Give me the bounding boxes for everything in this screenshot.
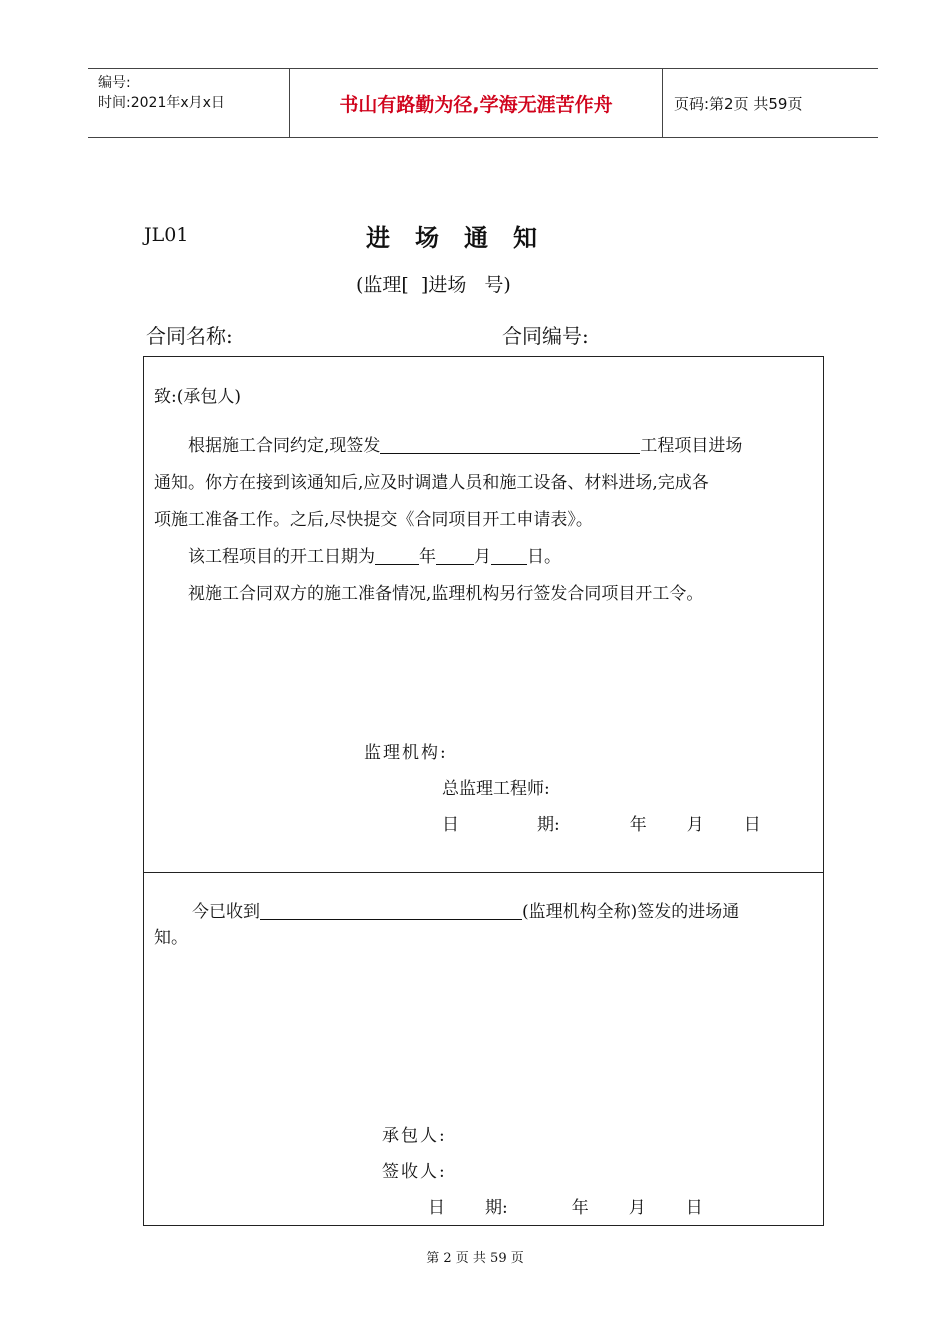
day-label: 日。 (527, 547, 561, 567)
form-title: 进场通知 (366, 224, 562, 252)
receipt-date-row (428, 1190, 703, 1227)
month-label: 月 (474, 547, 491, 567)
year-label: 年 (419, 547, 436, 567)
date-year: 年 (629, 815, 647, 835)
form-code: JL01 (144, 224, 189, 246)
notice-text: 根据施工合同约定,现签发 (188, 436, 381, 456)
date-month: 月 (686, 815, 704, 835)
receipt-line-2: 知。 (154, 928, 188, 948)
date-label-day: 日 (428, 1198, 445, 1218)
project-name-blank[interactable] (380, 431, 640, 454)
date-day: 日 (685, 1198, 703, 1218)
receipt-text: 今已收到 (192, 902, 260, 922)
contractor-label: 承包人: (382, 1126, 447, 1146)
start-date-line (188, 539, 561, 576)
form-subtitle: (监理[ ]进场 号) (356, 274, 511, 296)
header-meta (98, 73, 225, 113)
date-month: 月 (628, 1198, 646, 1218)
receipt-text: (监理机构全称)签发的进场通 (522, 902, 740, 922)
slogan: 书山有路勤为径,学海无涯苦作舟 (339, 93, 613, 116)
date-label-period: 期: (485, 1198, 508, 1218)
date-label-period: 期: (537, 815, 560, 835)
receipt-line-1 (192, 894, 739, 931)
notice-paragraph-line-2: 通知。你方在接到该通知后,应及时调遣人员和施工设备、材料进场,完成各 (154, 473, 709, 493)
year-blank[interactable] (375, 542, 419, 565)
page-footer: 第 2 页 共 59 页 (426, 1251, 524, 1266)
to-line: 致:(承包人) (154, 387, 241, 407)
notice-paragraph-line-1 (188, 428, 742, 465)
date-year: 年 (571, 1198, 589, 1218)
date-prefix: 该工程项目的开工日期为 (188, 547, 375, 567)
page-info: 页码:第2页 共59页 (674, 95, 803, 113)
signer-label: 签收人: (382, 1162, 447, 1182)
day-blank[interactable] (491, 542, 527, 565)
form-box (143, 356, 824, 1226)
number-label: 编号: (98, 75, 131, 91)
date-label-day: 日 (442, 815, 459, 835)
notice-paragraph-3: 视施工合同双方的施工准备情况,监理机构另行签发合同项目开工令。 (188, 584, 704, 604)
notice-text: 工程项目进场 (640, 436, 743, 456)
chief-engineer-label: 总监理工程师: (442, 779, 550, 799)
month-blank[interactable] (436, 542, 474, 565)
contract-number-label: 合同编号: (502, 324, 589, 348)
header-divider (662, 69, 663, 137)
agency-fullname-blank[interactable] (260, 897, 522, 920)
page-header (88, 68, 878, 138)
notice-date-row (442, 807, 761, 844)
notice-paragraph-line-3: 项施工准备工作。之后,尽快提交《合同项目开工申请表》。 (154, 510, 593, 530)
section-divider (144, 872, 823, 873)
contract-name-label: 合同名称: (146, 324, 233, 348)
date-day: 日 (743, 815, 761, 835)
agency-label: 监理机构: (364, 743, 448, 763)
time-label: 时间:2021年x月x日 (98, 95, 225, 111)
